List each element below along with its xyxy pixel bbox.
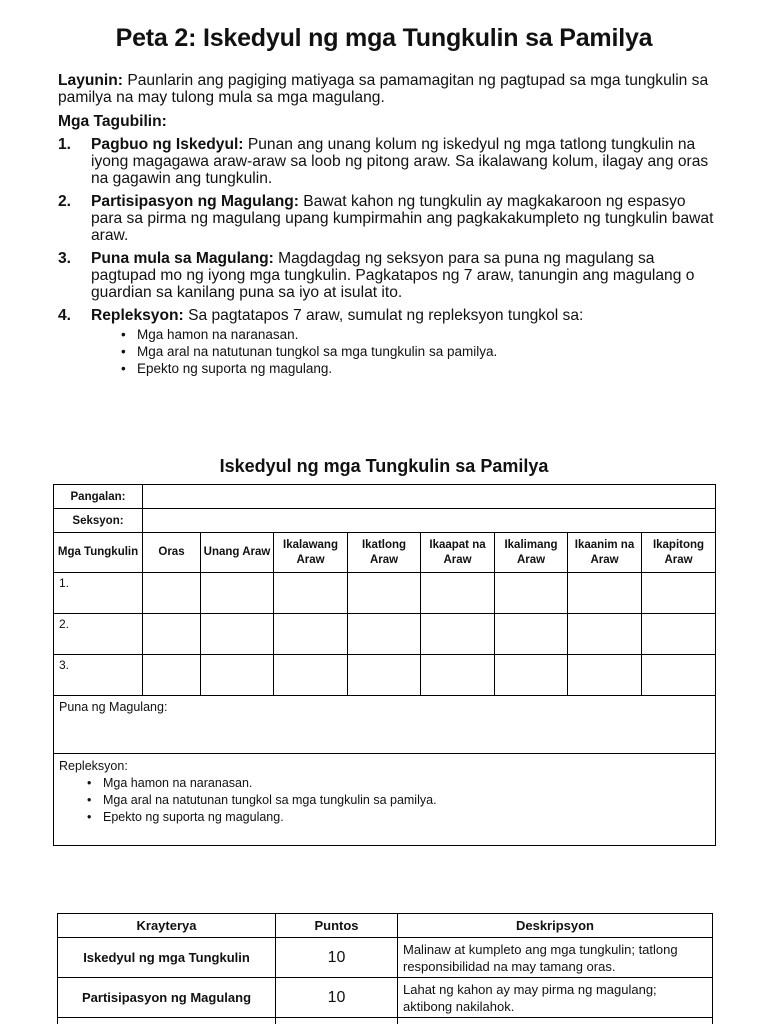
- day-cell[interactable]: [642, 655, 716, 696]
- day-cell[interactable]: [568, 655, 642, 696]
- schedule-table: [53, 484, 716, 846]
- reflection-field[interactable]: [54, 754, 716, 846]
- day-cell[interactable]: [348, 655, 421, 696]
- rubric-criterion: Partisipasyon ng Magulang: [58, 978, 276, 1018]
- parent-feedback-row: [54, 696, 716, 754]
- header-cell: Unang Araw: [201, 533, 274, 573]
- instruction-label: Repleksyon:: [91, 307, 184, 324]
- day-cell[interactable]: [495, 573, 568, 614]
- schedule-title: Iskedyul ng mga Tungkulin sa Pamilya: [219, 456, 549, 476]
- day-cell[interactable]: [421, 655, 495, 696]
- bullet-item: • Mga hamon na naranasan.: [121, 326, 718, 343]
- day-cell[interactable]: [274, 573, 348, 614]
- instruction-text: Magdagdag ng seksyon para sa puna ng magulang sa pagtupad mo ng iyong mga tungkulin. Pagkatapos ng 7 araw, tanungin ang magulang o guardian sa kanilang puna sa iyo at isulat ito.: [91, 250, 695, 301]
- day-cell[interactable]: [201, 614, 274, 655]
- task-number[interactable]: 2.: [54, 614, 143, 655]
- day-cell[interactable]: [642, 614, 716, 655]
- instruction-number: 3.: [58, 250, 72, 267]
- task-row: [54, 614, 716, 655]
- instruction-label: Puna mula sa Magulang:: [91, 250, 274, 267]
- instruction-item: [58, 307, 718, 377]
- instruction-number: 4.: [58, 307, 72, 324]
- name-row: [54, 485, 716, 509]
- header-cell: Ikaapat na Araw: [421, 533, 495, 573]
- rubric-description: [398, 1018, 713, 1024]
- header-cell: Ikatlong Araw: [348, 533, 421, 573]
- instruction-text: Sa pagtatapos 7 araw, sumulat ng repleksyon tungkol sa:: [183, 307, 584, 324]
- instruction-item: [58, 136, 718, 187]
- instructions-section: [58, 72, 718, 383]
- parent-feedback-field[interactable]: [54, 696, 716, 754]
- bullet-item: • Mga aral na natutunan tungkol sa mga tungkulin sa pamilya.: [121, 343, 718, 360]
- schedule-header-row: [54, 533, 716, 573]
- header-cell: Ikaanim na Araw: [568, 533, 642, 573]
- day-cell[interactable]: [495, 655, 568, 696]
- section-label: Seksyon:: [54, 509, 143, 533]
- header-cell: Oras: [143, 533, 201, 573]
- rubric-row: [58, 978, 713, 1018]
- rubric-table: [57, 913, 713, 1024]
- bullet-item: • Mga aral na natutunan tungkol sa mga tungkulin sa pamilya.: [87, 792, 710, 809]
- day-cell[interactable]: [421, 573, 495, 614]
- reflection-row: [54, 754, 716, 846]
- task-number[interactable]: 1.: [54, 573, 143, 614]
- header-cell: Ikalimang Araw: [495, 533, 568, 573]
- page-title: Peta 2: Iskedyul ng mga Tungkulin sa Pamilya: [115, 24, 653, 52]
- instruction-item: [58, 250, 718, 301]
- instructions-heading: Mga Tagubilin:: [58, 113, 167, 130]
- task-number[interactable]: 3.: [54, 655, 143, 696]
- time-cell[interactable]: [143, 614, 201, 655]
- task-row: [54, 655, 716, 696]
- day-cell[interactable]: [274, 655, 348, 696]
- task-row: [54, 573, 716, 614]
- day-cell[interactable]: [348, 614, 421, 655]
- section-field[interactable]: [143, 509, 716, 533]
- rubric-points: 10: [276, 978, 398, 1018]
- time-cell[interactable]: [143, 573, 201, 614]
- instruction-list: [58, 136, 718, 377]
- rubric-description: Malinaw at kumpleto ang mga tungkulin; tatlong responsibilidad na may tamang oras.: [398, 938, 713, 978]
- instruction-number: 2.: [58, 193, 72, 210]
- time-cell[interactable]: [143, 655, 201, 696]
- day-cell[interactable]: [348, 573, 421, 614]
- section-row: [54, 509, 716, 533]
- bullet-item: • Mga hamon na naranasan.: [87, 775, 710, 792]
- day-cell[interactable]: [642, 573, 716, 614]
- day-cell[interactable]: [201, 655, 274, 696]
- instruction-number: 1.: [58, 136, 72, 153]
- reflection-bullet-list: [59, 775, 710, 826]
- rubric-criterion: Iskedyul ng mga Tungkulin: [58, 938, 276, 978]
- reflection-bullet-list: [91, 326, 718, 377]
- rubric-criterion: [58, 1018, 276, 1024]
- bullet-item: • Epekto ng suporta ng magulang.: [121, 360, 718, 377]
- bullet-item: • Epekto ng suporta ng magulang.: [87, 809, 710, 826]
- header-cell: Ikalawang Araw: [274, 533, 348, 573]
- day-cell[interactable]: [274, 614, 348, 655]
- parent-feedback-label: Puna ng Magulang:: [59, 700, 168, 714]
- rubric-points: [276, 1018, 398, 1024]
- header-cell: Ikapitong Araw: [642, 533, 716, 573]
- day-cell[interactable]: [568, 573, 642, 614]
- rubric-header-cell: Deskripsyon: [398, 914, 713, 938]
- day-cell[interactable]: [421, 614, 495, 655]
- objective-label: Layunin:: [58, 72, 123, 89]
- name-label: Pangalan:: [54, 485, 143, 509]
- instruction-item: [58, 193, 718, 244]
- rubric-description: Lahat ng kahon ay may pirma ng magulang; aktibong nakilahok.: [398, 978, 713, 1018]
- rubric-row: [58, 1018, 713, 1024]
- instruction-text: Bawat kahon ng tungkulin ay magkakaroon ng espasyo para sa pirma ng magulang upang kumpirmahin ang pagkakakumpleto ng tungkulin bawat araw.: [91, 193, 714, 244]
- rubric-points: 10: [276, 938, 398, 978]
- rubric-header-cell: Krayterya: [58, 914, 276, 938]
- objective-paragraph: [58, 72, 718, 106]
- objective-text: Paunlarin ang pagiging matiyaga sa pamamagitan ng pagtupad sa mga tungkulin sa pamilya na may tulong mula sa mga magulang.: [58, 72, 709, 106]
- day-cell[interactable]: [495, 614, 568, 655]
- rubric-row: [58, 938, 713, 978]
- instruction-label: Partisipasyon ng Magulang:: [91, 193, 299, 210]
- name-field[interactable]: [143, 485, 716, 509]
- instruction-text: Punan ang unang kolum ng iskedyul ng mga tatlong tungkulin na iyong magagawa araw-araw sa loob ng pitong araw. Sa ikalawang kolum, ilagay ang oras na gagawin ang tungkulin.: [91, 136, 709, 187]
- instruction-label: Pagbuo ng Iskedyul:: [91, 136, 244, 153]
- day-cell[interactable]: [201, 573, 274, 614]
- day-cell[interactable]: [568, 614, 642, 655]
- reflection-label: Repleksyon:: [59, 759, 128, 773]
- header-cell: Mga Tungkulin: [54, 533, 143, 573]
- rubric-header-row: [58, 914, 713, 938]
- rubric-header-cell: Puntos: [276, 914, 398, 938]
